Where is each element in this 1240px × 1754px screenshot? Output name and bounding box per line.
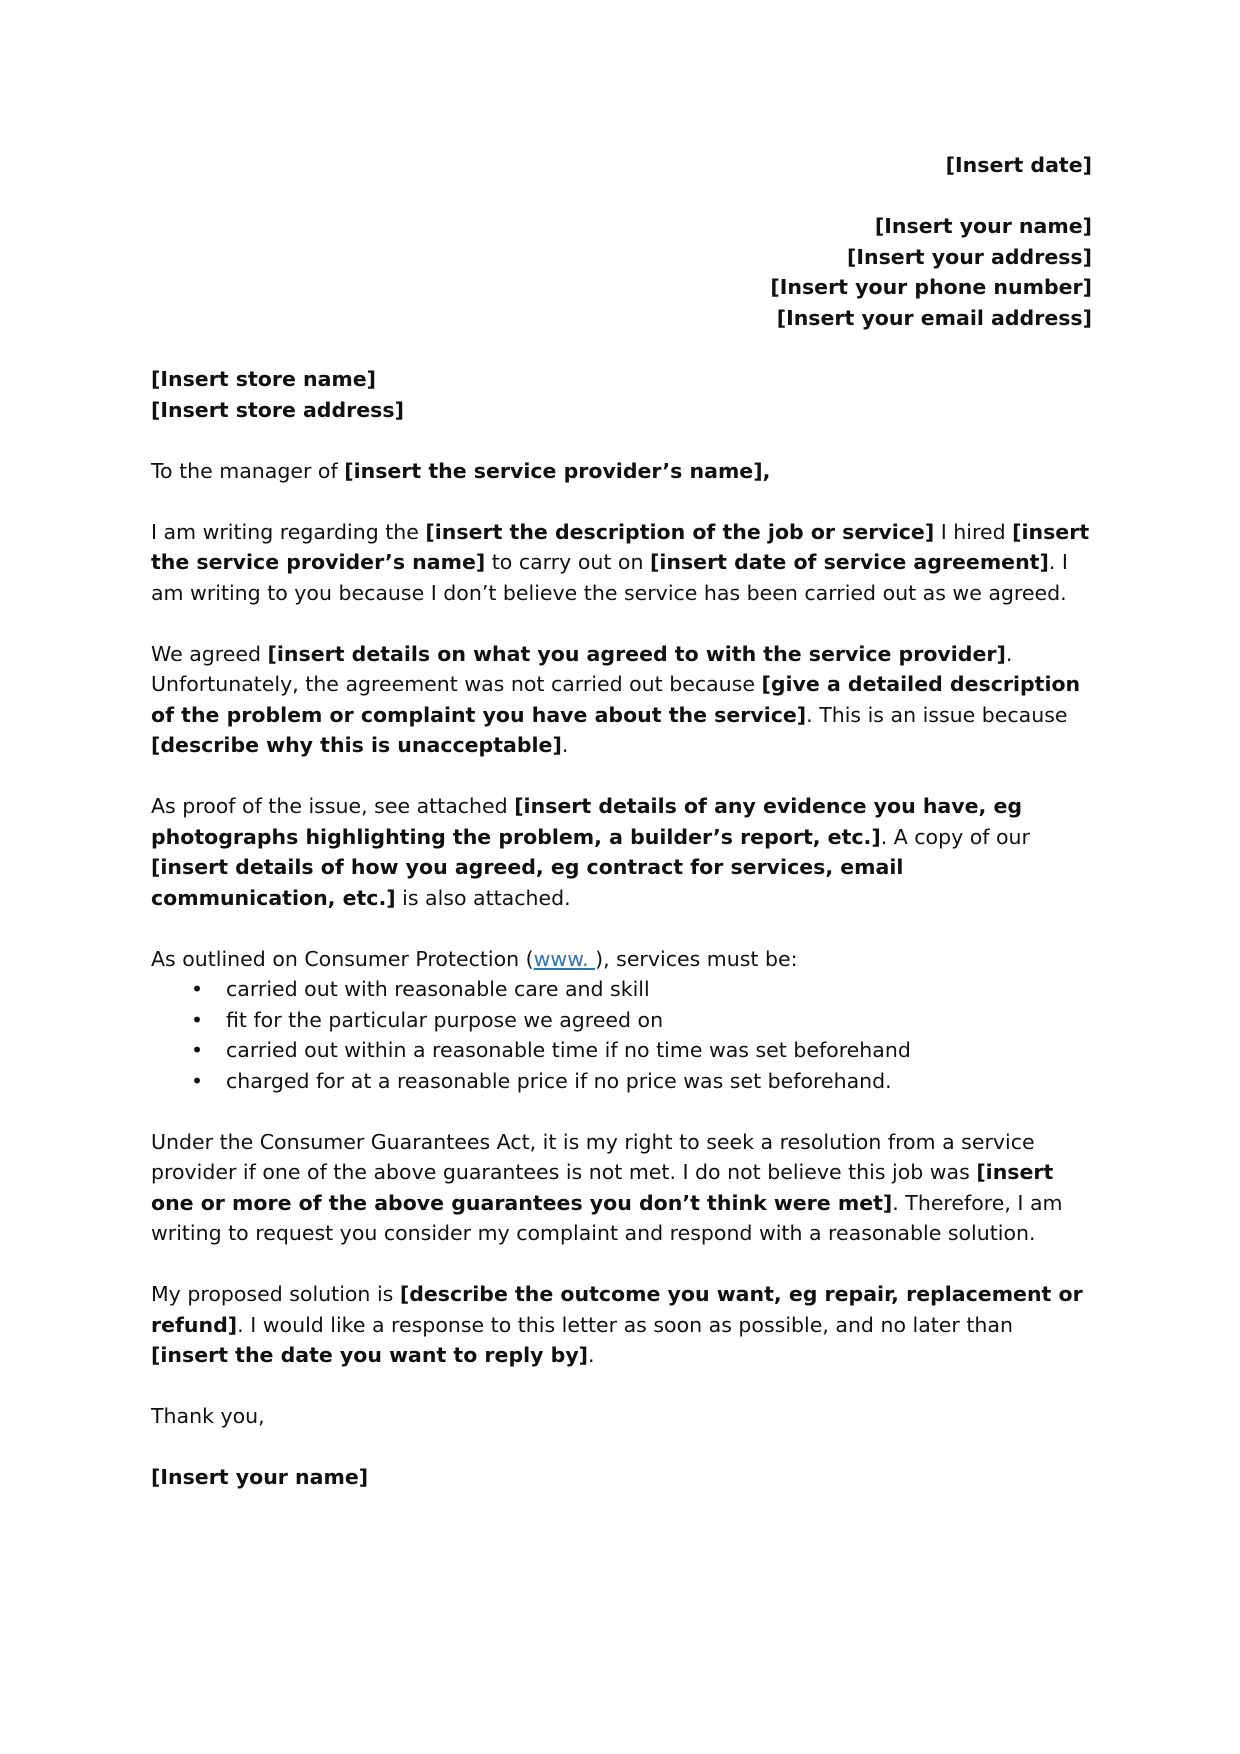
- text-run: I hired: [934, 519, 1013, 544]
- paragraph-agreement: [151, 639, 1091, 761]
- placeholder-reply-date: [insert the date you want to reply by]: [151, 1343, 589, 1367]
- text-run: Under the Consumer Guarantees Act, it is my right to seek a resolution from a service provider if one of the above guarantees is not met. I do not believe this job was: [151, 1129, 1035, 1184]
- text-run: . A copy of our: [880, 824, 1030, 849]
- text-run: My proposed solution is: [151, 1282, 400, 1306]
- list-item: [151, 974, 1091, 1005]
- text-run: to carry out on: [485, 550, 650, 574]
- text-run: . I am writing to you because I don’t believe the service has been carried out as we agreed.: [151, 550, 1068, 605]
- text-run: is also attached.: [395, 885, 571, 910]
- sender-block: [770, 150, 1092, 333]
- list-item-text: carried out within a reasonable time if no time was set beforehand: [226, 1038, 911, 1062]
- list-item-text: carried out with reasonable care and skill: [226, 977, 650, 1001]
- letter-body: [151, 364, 1091, 1523]
- paragraph-guarantees-act: [151, 1127, 1091, 1249]
- list-item: [151, 1035, 1091, 1066]
- salutation: [151, 456, 1091, 487]
- closing-thanks: Thank you,: [151, 1404, 265, 1428]
- paragraph-evidence: [151, 791, 1091, 913]
- date-placeholder: [Insert date]: [945, 153, 1092, 177]
- placeholder-evidence: [insert details of any evidence you have, eg photographs highlighting the problem, a builder’s report, etc.]: [151, 794, 1023, 849]
- closing-name: [Insert your name]: [151, 1465, 369, 1489]
- placeholder-why-unacceptable: [describe why this is unacceptable]: [151, 733, 562, 757]
- sender-phone: [Insert your phone number]: [770, 275, 1092, 299]
- text-run: I am writing regarding the: [151, 519, 426, 544]
- bullet-icon: •: [191, 1068, 204, 1093]
- list-item-text: fit for the particular purpose we agreed on: [226, 1007, 664, 1032]
- closing-signature: [151, 1462, 1091, 1493]
- sender-name: [Insert your name]: [874, 214, 1092, 238]
- list-item: [151, 1005, 1091, 1036]
- placeholder-problem-description: [give a detailed description of the problem or complaint you have about the service]: [151, 672, 1081, 727]
- text-run: .: [561, 733, 569, 757]
- text-run: . Unfortunately, the agreement was not carried out because: [151, 641, 1013, 696]
- placeholder-provider-name: [insert the service provider’s name]: [151, 519, 1090, 574]
- list-item: [151, 1066, 1091, 1097]
- text-run: . Therefore, I am writing to request you consider my complaint and respond with a reasonable solution.: [151, 1190, 1063, 1245]
- sender-address: [Insert your address]: [847, 244, 1092, 269]
- store-address: [Insert store address]: [151, 397, 404, 422]
- placeholder-agreement-details: [insert details on what you agreed to with the service provider]: [267, 641, 1006, 666]
- placeholder-unmet-guarantees: [insert one or more of the above guarantees you don’t think were met]: [151, 1160, 1054, 1215]
- bullet-icon: •: [191, 977, 204, 1001]
- bullet-icon: •: [191, 1007, 204, 1032]
- sender-email: [Insert your email address]: [776, 305, 1092, 330]
- placeholder-desired-outcome: [describe the outcome you want, eg repair, replacement or refund]: [151, 1282, 1083, 1337]
- paragraph-service: [151, 517, 1091, 609]
- text-run: As proof of the issue, see attached: [151, 794, 515, 818]
- guarantees-list: [151, 974, 1091, 1096]
- placeholder-agreement-date: [insert date of service agreement]: [649, 550, 1049, 574]
- bullet-icon: •: [191, 1038, 204, 1062]
- salutation-provider: [insert the service provider’s name],: [344, 458, 771, 483]
- paragraph-solution: [151, 1279, 1091, 1371]
- text-run: . This is an issue because: [806, 702, 1068, 727]
- text-run: . I would like a response to this letter as soon as possible, and no later than: [237, 1312, 1013, 1337]
- recipient-block: [151, 364, 1091, 425]
- text-run: We agreed: [151, 641, 268, 666]
- paragraph-consumer-protection: [151, 944, 1091, 975]
- consumer-protection-link[interactable]: www.: [533, 946, 596, 971]
- placeholder-how-agreed: [insert details of how you agreed, eg contract for services, email communication, etc.]: [151, 855, 904, 910]
- list-item-text: charged for at a reasonable price if no price was set beforehand.: [226, 1068, 892, 1093]
- text-run: ), services must be:: [595, 946, 798, 971]
- spacer: [770, 181, 1092, 212]
- text-run: .: [588, 1343, 595, 1367]
- salutation-prefix: To the manager of: [151, 458, 345, 483]
- store-name: [Insert store name]: [151, 367, 377, 391]
- placeholder-job-description: [insert the description of the job or service]: [425, 519, 935, 544]
- text-run: As outlined on Consumer Protection (: [151, 946, 534, 971]
